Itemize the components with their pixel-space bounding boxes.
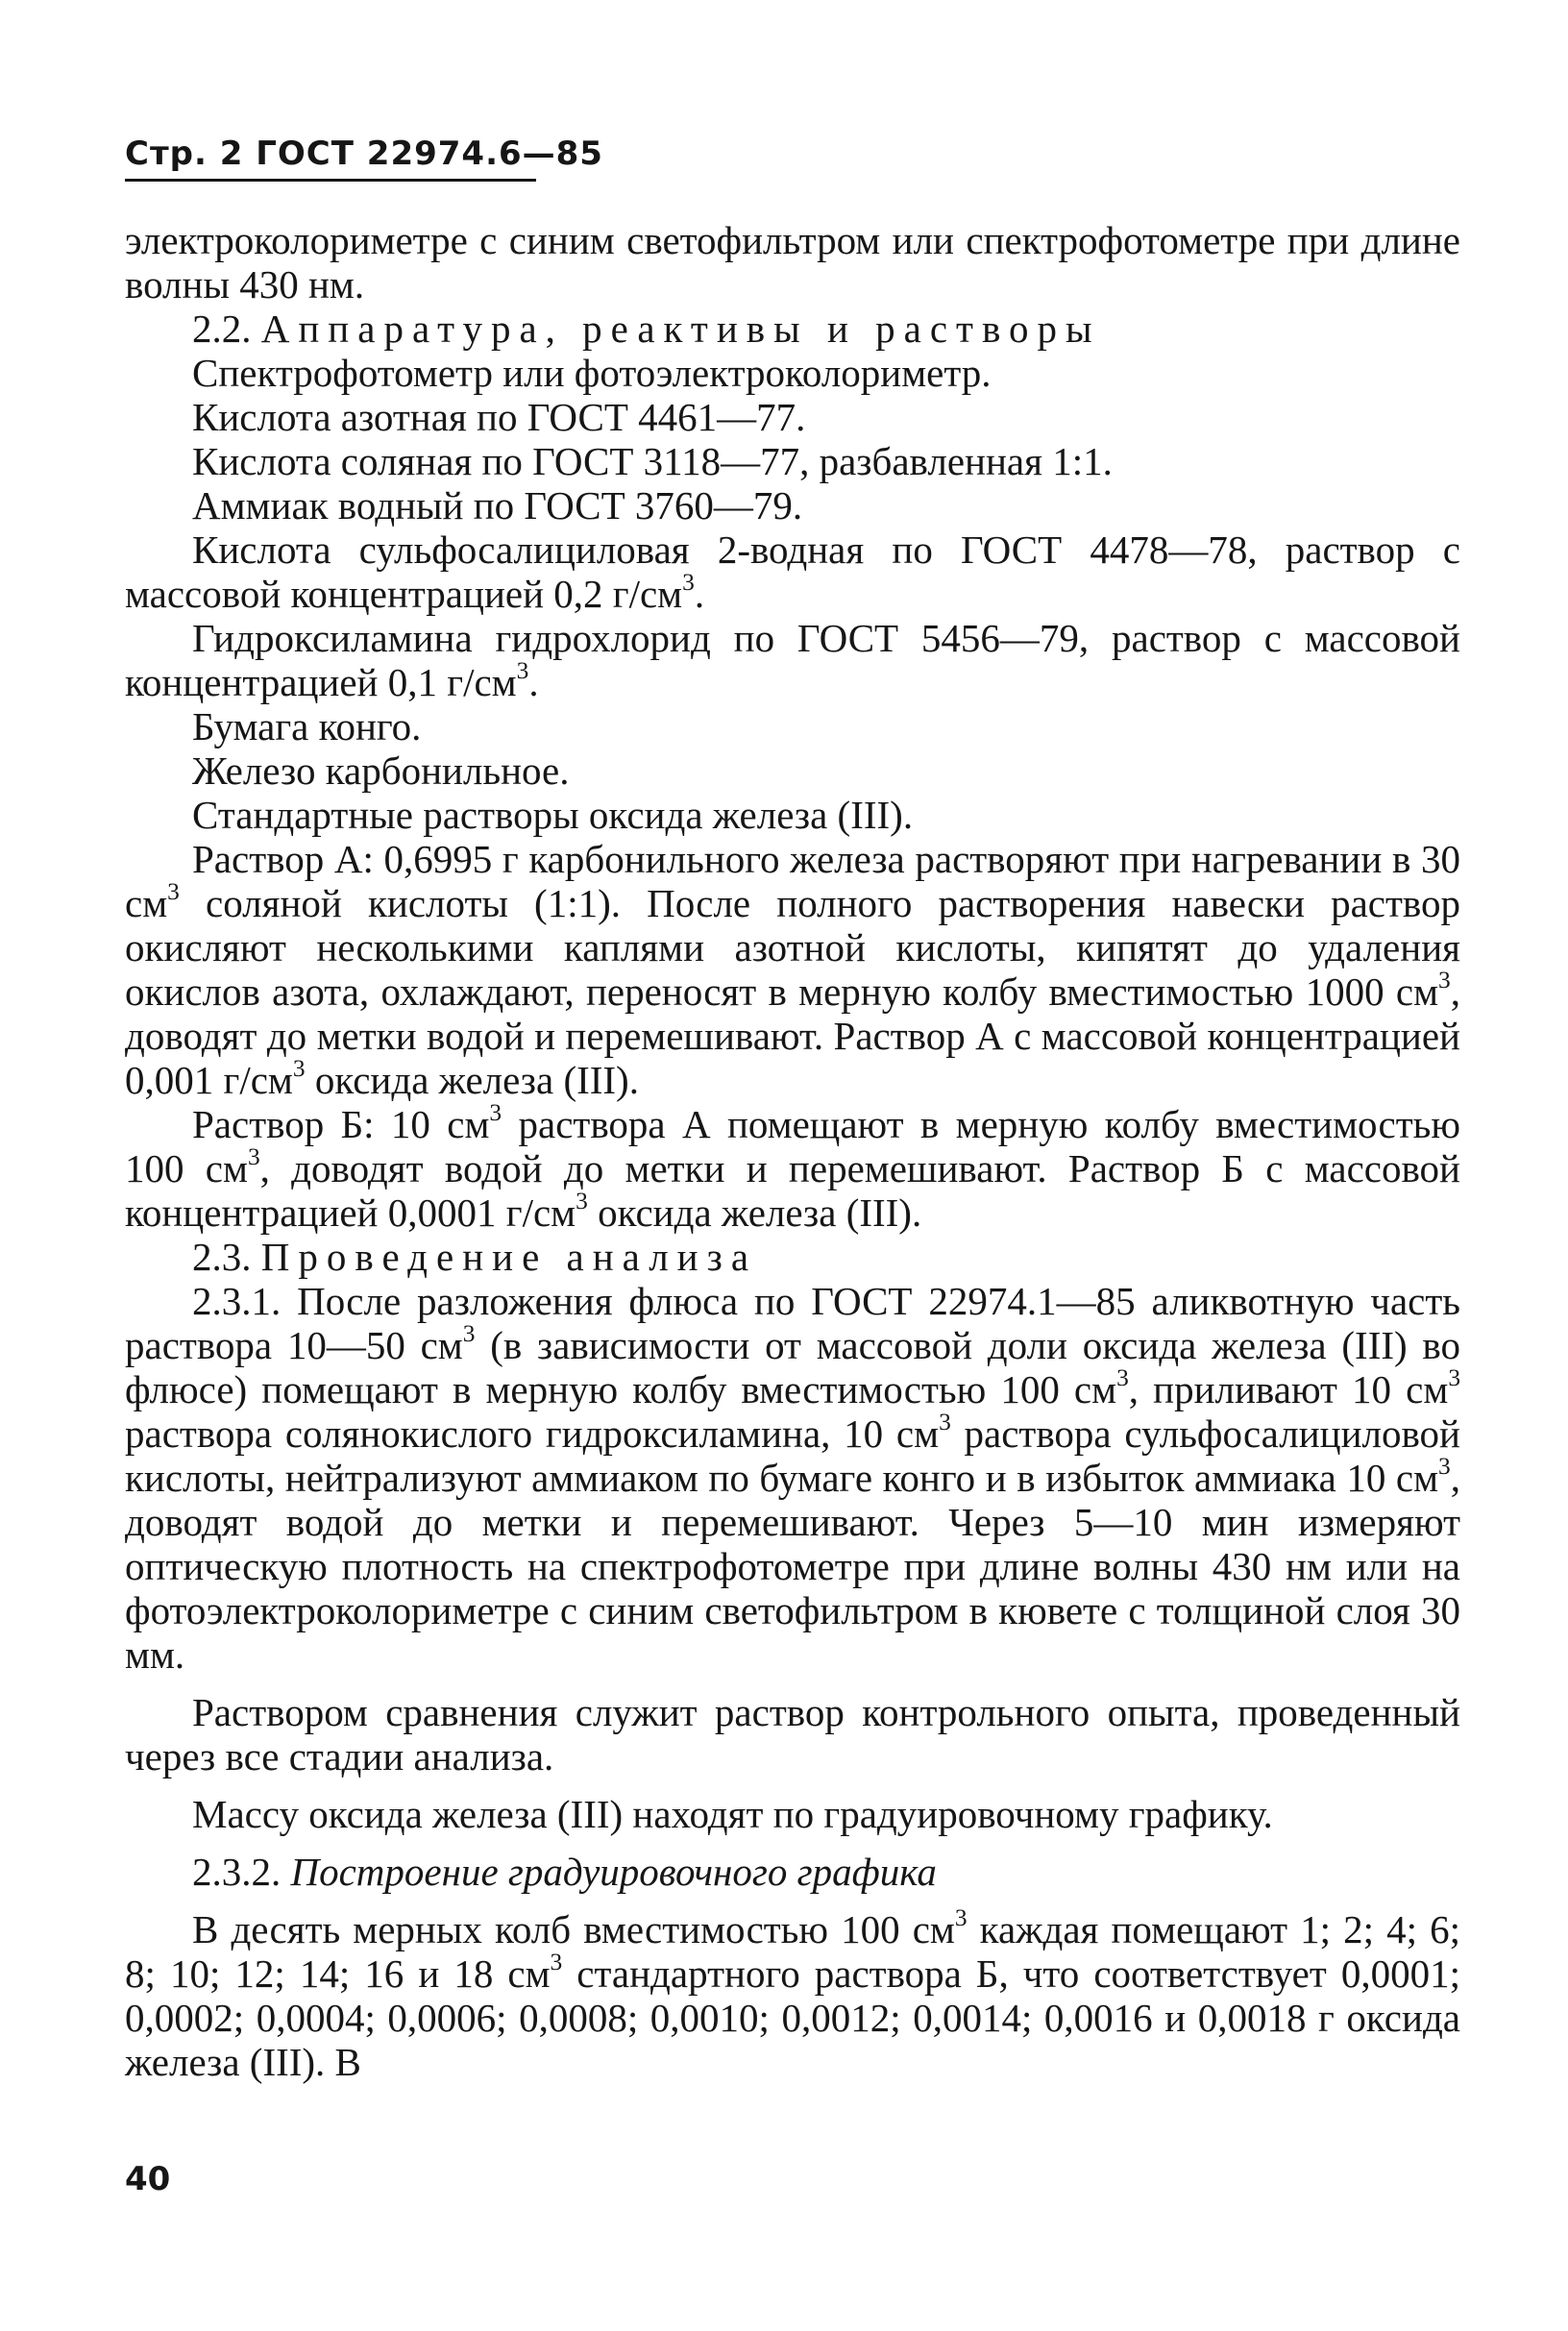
paragraph-p13 — [125, 1235, 1460, 1279]
page-header: Стр. 2 ГОСТ 22974.6—85 — [125, 135, 603, 173]
section-number: 2.3. — [192, 1235, 261, 1279]
section-heading: Аппаратура, реактивы и растворы — [260, 307, 1101, 351]
paragraph-p6: Кислота сульфосалициловая 2-водная по ГОСТ 4478—78, раствор с массовой концентрацией 0,2 $г/см^3$. — [125, 528, 1460, 616]
document-body — [125, 218, 1460, 2084]
paragraph-p18: В десять мерных колб вместимостью 100 $см^3$ каждая помещают 1; 2; 4; 6; 8; 10; 12; 14; 16 и 18 $см^3$ стандартного раствора Б, что соответствует 0,0001; 0,0002; 0,0004; 0,0006; 0,0008; 0,0010; 0,0012; 0,0014; 0,0016 и 0,0018 г оксида железа (III). В — [125, 1904, 1460, 2084]
header-rule — [125, 179, 536, 182]
paragraph-p11: Раствор А: 0,6995 г карбонильного железа растворяют при нагревании в 30 $см^3$ соляной кислоты (1:1). После полного растворения навески раствор окисляют несколькими каплями азотной кислоты, кипятят до удаления окислов азота, охлаждают, переносят в мерную колбу вместимостью 1000 $см^3$, доводят до метки водой и перемешивают. Раствор А с массовой концентрацией 0,001 $г/см^3$ оксида железа (III). — [125, 837, 1460, 1102]
paragraph-p17 — [125, 1850, 1460, 1894]
paragraph-p8: Бумага конго. — [192, 704, 422, 748]
paragraph-p3: Кислота азотная по ГОСТ 4461—77. — [192, 395, 806, 439]
paragraph-p1 — [125, 307, 1460, 351]
section-number: 2.2. — [192, 307, 261, 351]
document-page — [125, 135, 1460, 2084]
page-number: 40 — [125, 2160, 171, 2198]
paragraph-p14: 2.3.1. После разложения флюса по ГОСТ 22974.1—85 аликвотную часть раствора 10—50 $см^3$ (в зависимости от массовой доли оксида железа (III) во флюсе) помещают в мерную колбу вместимостью 100 $см^3$, приливают 10 $см^3$ раствора солянокислого гидроксиламина, 10 $см^3$ раствора сульфосалициловой кислоты, нейтрализуют аммиаком по бумаге конго и в избыток аммиака 10 $см^3$, доводят водой до метки и перемешивают. Через 5—10 мин измеряют оптическую плотность на спектрофотометре при длине волны 430 нм или на фотоэлектроколориметре с синим светофильтром в кювете с толщиной слоя 30 мм. — [125, 1279, 1461, 1677]
section-heading: Проведение анализа — [260, 1235, 758, 1279]
paragraph-p15: Раствором сравнения служит раствор контрольного опыта, проведенный через все стадии анализа. — [125, 1690, 1460, 1779]
paragraph-p16: Массу оксида железа (III) находят по градуировочному графику. — [192, 1792, 1273, 1836]
paragraph-p4: Кислота соляная по ГОСТ 3118—77, разбавленная 1:1. — [192, 439, 1113, 483]
paragraph-p2: Спектрофотометр или фотоэлектроколориметр. — [192, 351, 992, 395]
paragraph-p10: Стандартные растворы оксида железа (III). — [192, 793, 914, 837]
paragraph-p5: Аммиак водный по ГОСТ 3760—79. — [192, 483, 803, 528]
subsection-heading: Построение градуировочного графика — [290, 1850, 937, 1894]
paragraph-p7: Гидроксиламина гидрохлорид по ГОСТ 5456—79, раствор с массовой концентрацией 0,1 $г/см^3$. — [125, 616, 1460, 704]
paragraph-p0: электроколориметре с синим светофильтром или спектрофотометре при длине волны 430 нм. — [125, 218, 1460, 307]
section-number: 2.3.2. — [192, 1850, 291, 1894]
paragraph-p9: Железо карбонильное. — [192, 748, 570, 793]
paragraph-p12: Раствор Б: 10 $см^3$ раствора А помещают в мерную колбу вместимостью 100 $см^3$, доводят водой до метки и перемешивают. Раствор Б с массовой концентрацией 0,0001 $г/см^3$ оксида железа (III). — [125, 1099, 1460, 1235]
